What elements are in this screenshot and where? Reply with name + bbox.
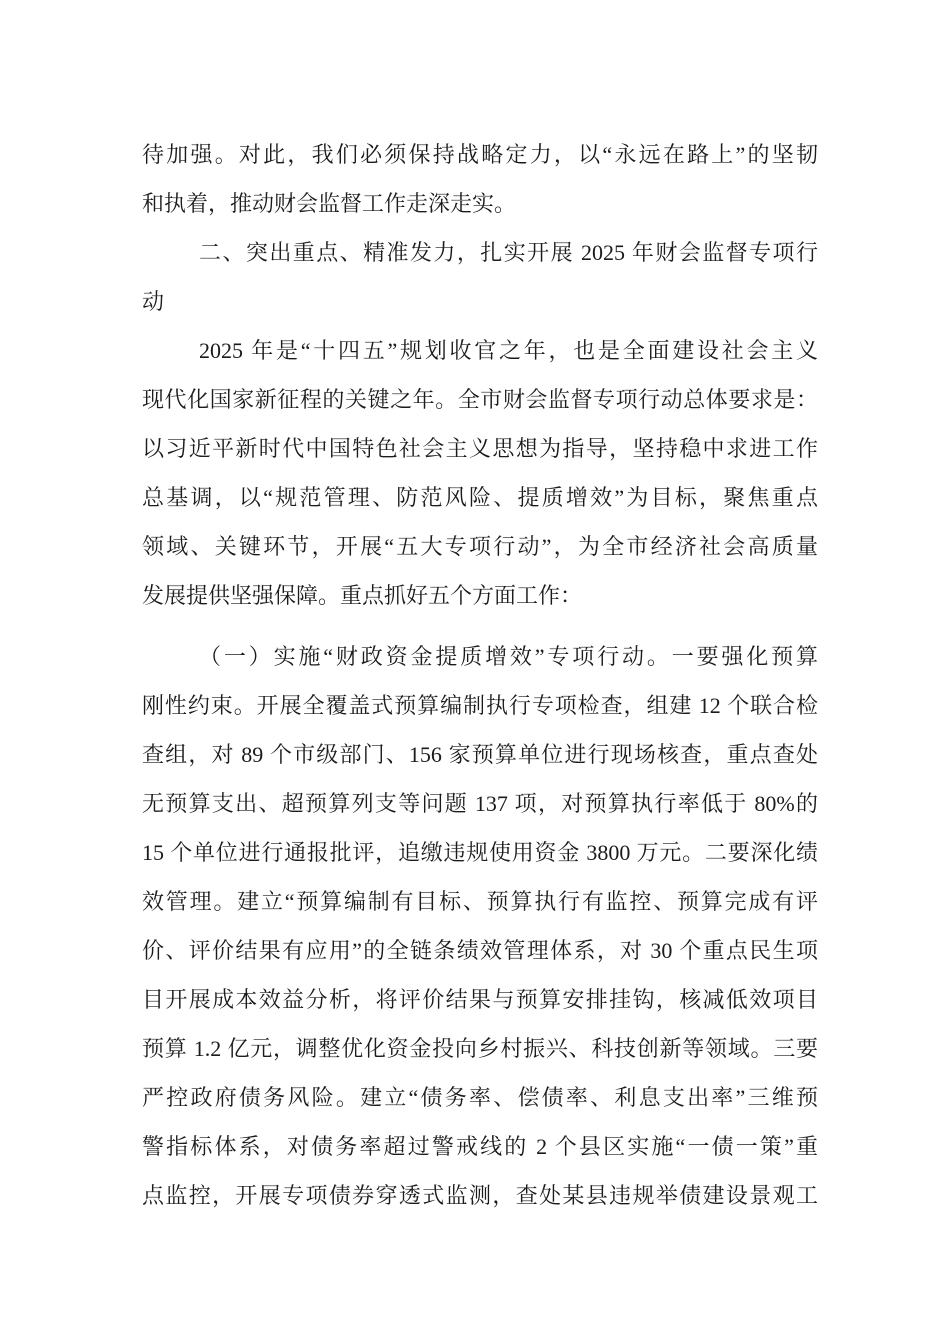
text-line: 2025 年是“十四五”规划收官之年，也是全面建设社会主义	[199, 338, 818, 363]
text-line: 现代化国家新征程的关键之年。全市财会监督专项行动总体要求是：	[142, 387, 818, 412]
text-line: 效管理。建立“预算编制有目标、预算执行有监控、预算完成有评	[142, 889, 818, 914]
text-line: （一）实施“财政资金提质增效”专项行动。一要强化预算	[199, 644, 818, 669]
text-line: 价、评价结果有应用”的全链条绩效管理体系，对 30 个重点民生项	[142, 938, 818, 963]
text-line: 查组，对 89 个市级部门、156 家预算单位进行现场核查，重点查处	[142, 742, 818, 767]
text-line: 和执着，推动财会监督工作走深走实。	[142, 191, 517, 216]
text-line: 预算 1.2 亿元，调整优化资金投向乡村振兴、科技创新等领域。三要	[142, 1036, 818, 1061]
text-line: 点监控，开展专项债券穿透式监测，查处某县违规举债建设景观工	[142, 1183, 818, 1208]
text-line: 待加强。对此，我们必须保持战略定力，以“永远在路上”的坚韧	[142, 142, 818, 167]
text-line: 以习近平新时代中国特色社会主义思想为指导，坚持稳中求进工作	[142, 436, 818, 461]
text-line: 总基调，以“规范管理、防范风险、提质增效”为目标，聚焦重点	[142, 485, 818, 510]
text-line: 动	[142, 289, 165, 314]
text-line: 警指标体系，对债务率超过警戒线的 2 个县区实施“一债一策”重	[142, 1134, 819, 1159]
text-line: 目开展成本效益分析，将评价结果与预算安排挂钩，核减低效项目	[142, 987, 818, 1012]
text-line: 15 个单位进行通报批评，追缴违规使用资金 3800 万元。二要深化绩	[142, 840, 818, 865]
text-line: 领域、关键环节，开展“五大专项行动”，为全市经济社会高质量	[142, 534, 818, 559]
text-line: 刚性约束。开展全覆盖式预算编制执行专项检查，组建 12 个联合检	[142, 693, 818, 718]
text-line: 二、突出重点、精准发力，扎实开展 2025 年财会监督专项行	[199, 240, 818, 265]
document-body	[142, 130, 818, 1220]
text-line: 无预算支出、超预算列支等问题 137 项，对预算执行率低于 80%的	[142, 791, 818, 816]
text-line: 严控政府债务风险。建立“债务率、偿债率、利息支出率”三维预	[142, 1085, 818, 1110]
text-line: 发展提供坚强保障。重点抓好五个方面工作：	[142, 583, 583, 608]
